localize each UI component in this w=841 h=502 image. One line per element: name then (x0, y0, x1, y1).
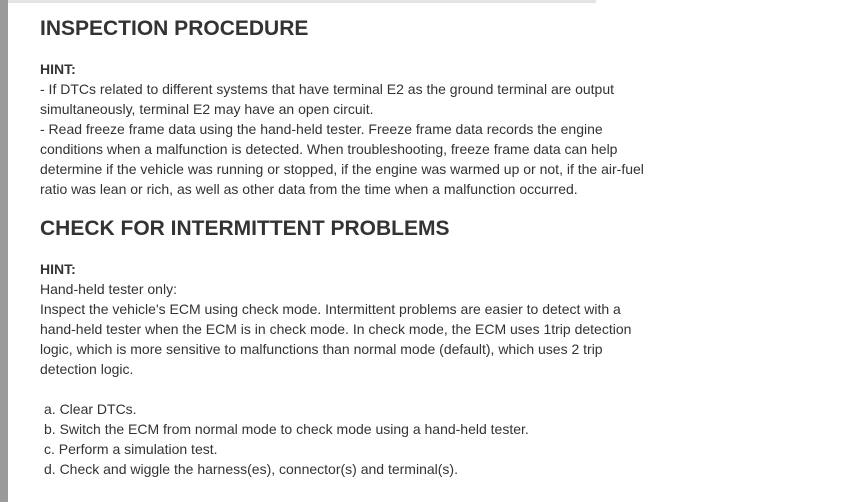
hint-bullet: - Read freeze frame data using the hand-held tester. Freeze frame data records the engine conditions when a malfunction is detected. When troubleshooting, freeze frame data can help determine if the vehicle was running or stopped, if the engine was warmed up or not, if the air-fuel ratio was lean or rich, as well as other data from the time when a malfunction occurred. (40, 121, 644, 197)
section-title-intermittent-problems: CHECK FOR INTERMITTENT PROBLEMS (40, 217, 450, 240)
step-item: d. Check and wiggle the harness(es), connector(s) and terminal(s). (44, 461, 458, 477)
section-title-inspection-procedure: INSPECTION PROCEDURE (40, 17, 309, 40)
document-body (40, 19, 660, 479)
hint-label: HINT: (40, 61, 76, 77)
hint-bullet: - If DTCs related to different systems that have terminal E2 as the ground terminal are output simultaneously, terminal E2 may have an open circuit. (40, 81, 615, 117)
top-divider (8, 0, 596, 3)
procedure-steps (40, 399, 660, 479)
check-mode-paragraph: Inspect the vehicle's ECM using check mode. Intermittent problems are easier to detect with a hand-held tester when the ECM is in check mode. In check mode, the ECM uses 1trip detection logic, which is more sensitive to malfunctions than normal mode (default), which uses 2 trip detection logic. (40, 301, 632, 377)
tester-only-note: Hand-held tester only: (40, 281, 177, 297)
step-item: c. Perform a simulation test. (44, 441, 218, 457)
left-border (0, 0, 8, 502)
step-item: b. Switch the ECM from normal mode to check mode using a hand-held tester. (44, 421, 529, 437)
step-item: a. Clear DTCs. (44, 401, 137, 417)
hint-label: HINT: (40, 261, 76, 277)
